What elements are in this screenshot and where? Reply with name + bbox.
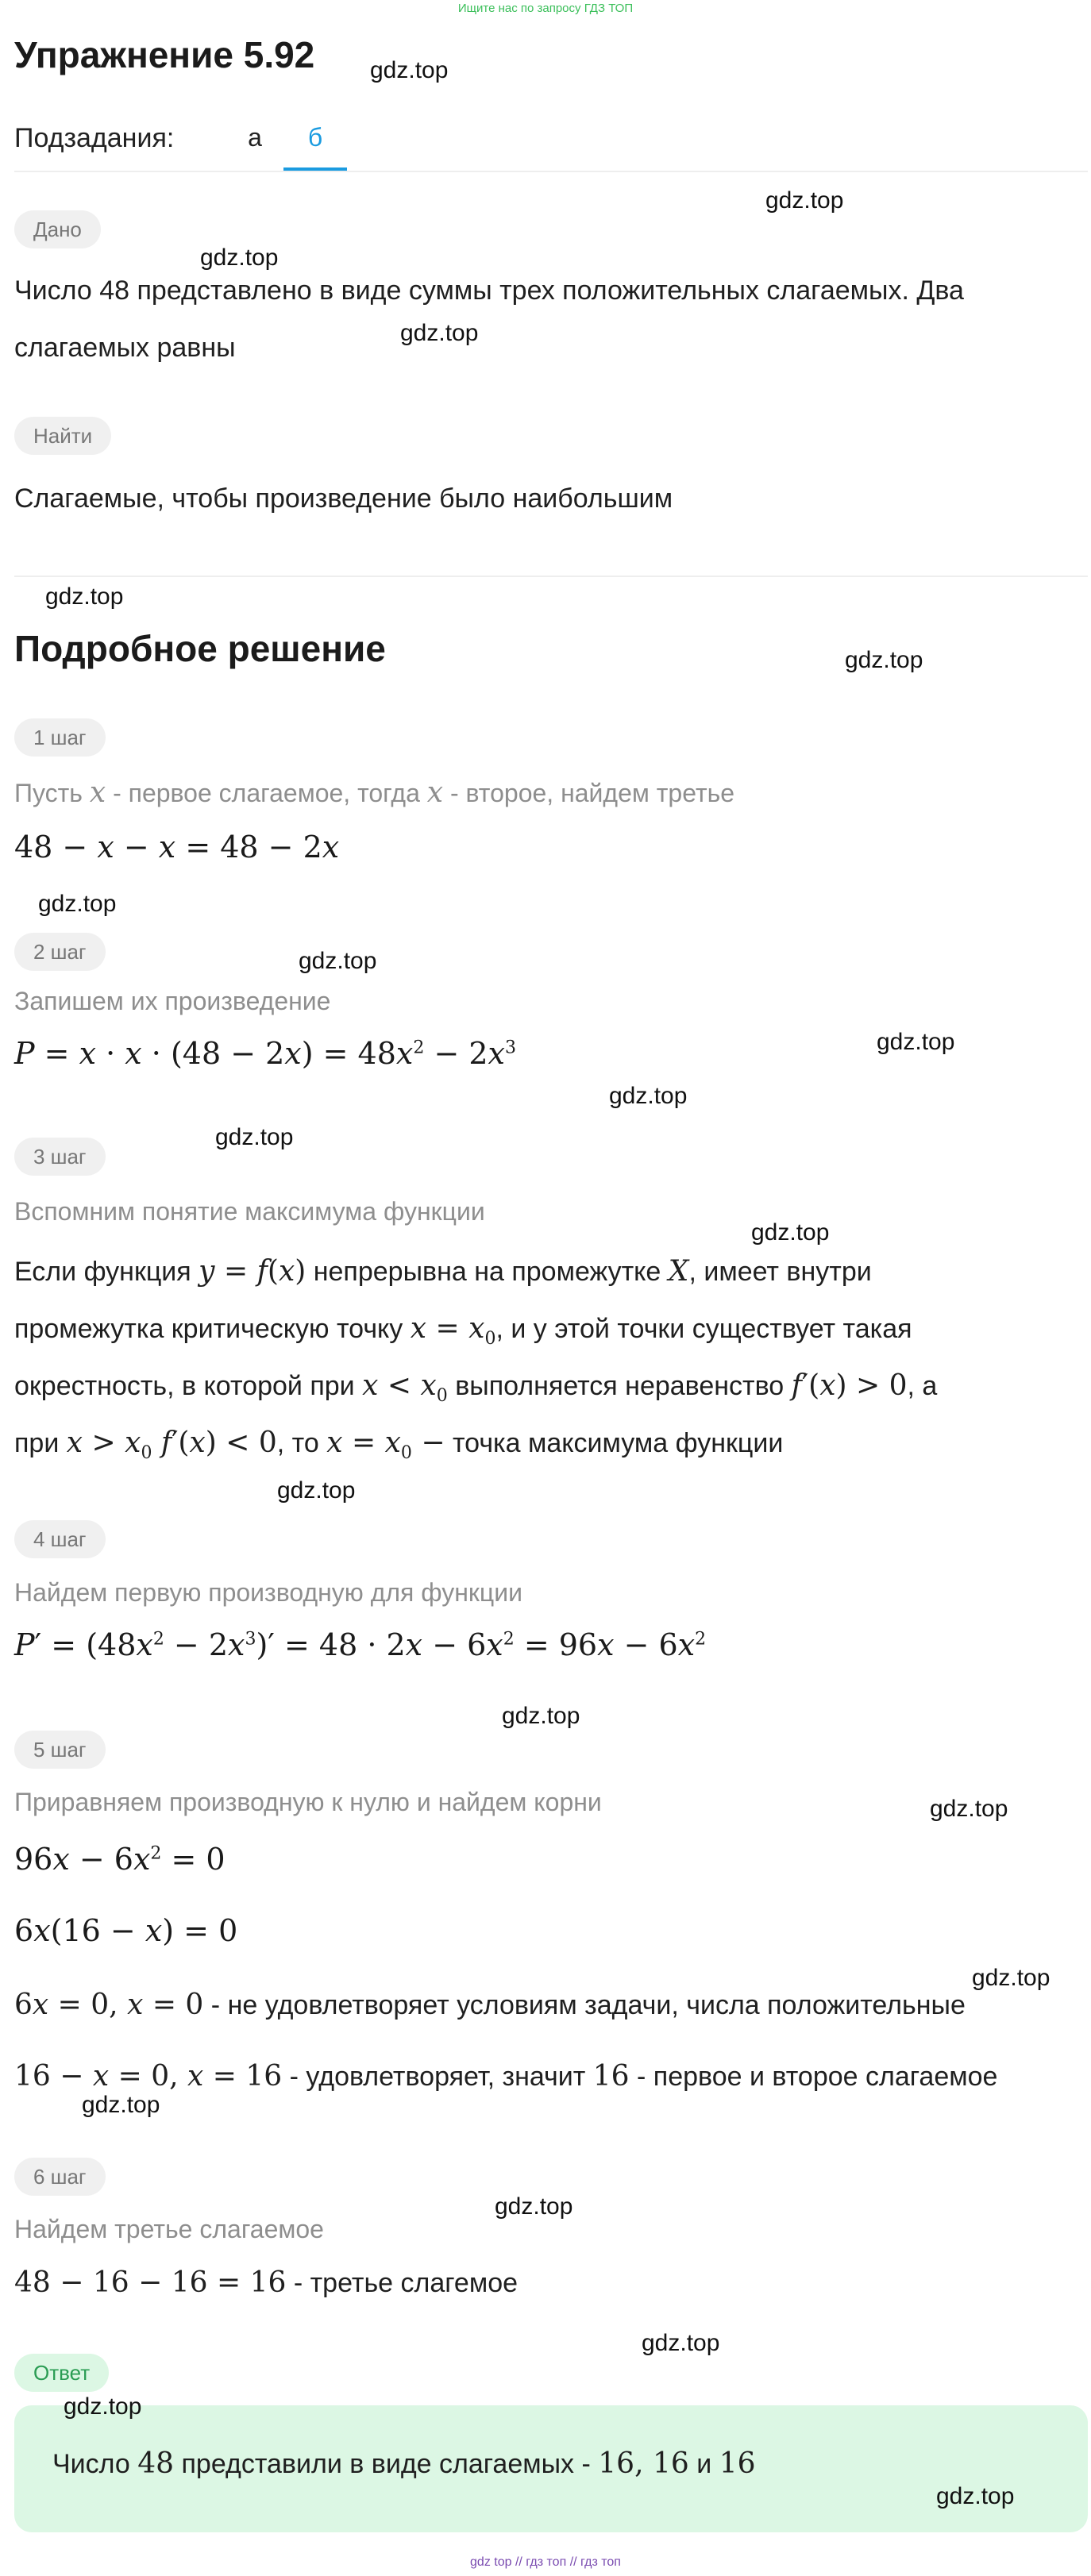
given-pill: Дано: [14, 210, 101, 248]
step-2-hint: Запишем их произведение: [14, 987, 331, 1015]
watermark: gdz.top: [845, 647, 923, 673]
find-pill: Найти: [14, 417, 111, 455]
top-banner: Ищите нас по запросу ГДЗ ТОП: [457, 2, 634, 15]
step-4-formula: $P' = (48x^2 - 2x^3)' = 48 \cdot 2x - 6x^2 = 96x - 6x^2$: [14, 1627, 707, 1662]
step-1-formula: 48 − x − x = 48 − 2x: [14, 830, 340, 864]
watermark: gdz.top: [877, 1029, 955, 1055]
watermark: gdz.top: [972, 1965, 1051, 1991]
step-1-hint: Пусть x - первое слагаемое, тогда x - второе, найдем третье: [14, 776, 735, 809]
step-3-line-3: окрестность, в которой при $x < x_0$ выполняется неравенство f′(x) > 0, а: [14, 1369, 938, 1407]
watermark: gdz.top: [765, 187, 844, 214]
watermark: gdz.top: [215, 1124, 294, 1150]
watermark: gdz.top: [64, 2393, 142, 2420]
answer-pill: Ответ: [14, 2354, 109, 2392]
watermark: gdz.top: [45, 583, 124, 610]
watermark: gdz.top: [751, 1219, 830, 1246]
step-4-hint: Найдем первую производную для функции: [14, 1578, 522, 1607]
divider: [14, 576, 1088, 577]
step-3-line-2: промежутка критическую точку $x = x_0$, и у этой точки существует такая: [14, 1312, 912, 1350]
watermark: gdz.top: [299, 948, 377, 974]
step-4-pill: 4 шаг: [14, 1520, 106, 1558]
step-3-hint: Вспомним понятие максимума функции: [14, 1197, 485, 1226]
watermark: gdz.top: [400, 320, 479, 346]
tab-b[interactable]: б: [283, 123, 347, 171]
watermark: gdz.top: [930, 1796, 1008, 1822]
watermark: gdz.top: [370, 57, 449, 83]
watermark: gdz.top: [495, 2193, 573, 2220]
step-5-hint: Приравняем производную к нулю и найдем корни: [14, 1788, 602, 1816]
step-2-formula: $P = x \cdot x \cdot (48 - 2x) = 48x^2 - 2x^3$: [14, 1036, 516, 1071]
step-5-pill: 5 шаг: [14, 1731, 106, 1769]
watermark: gdz.top: [277, 1477, 356, 1504]
step-5-line-4: 16 − x = 0, x = 16 - удовлетворяет, значит 16 - первое и второе слагаемое: [14, 2060, 998, 2093]
step-6-pill: 6 шаг: [14, 2158, 106, 2196]
watermark: gdz.top: [502, 1703, 580, 1729]
step-6-hint: Найдем третье слагаемое: [14, 2215, 324, 2243]
page-title: Упражнение 5.92: [14, 34, 315, 75]
given-line-1: Число 48 представлено в виде суммы трех положительных слагаемых. Два: [14, 275, 964, 306]
answer-text: Число 48 представили в виде слагаемых - 16, 16 и 16: [52, 2447, 756, 2480]
step-3-pill: 3 шаг: [14, 1138, 106, 1176]
step-1-pill: 1 шаг: [14, 718, 106, 757]
step-3-line-1: Если функция y = f(x) непрерывна на промежутке X, имеет внутри: [14, 1255, 872, 1288]
subtasks-bar: [14, 115, 1088, 172]
watermark: gdz.top: [936, 2483, 1015, 2509]
watermark: gdz.top: [38, 891, 117, 917]
step-5-formula-1: $96x - 6x^2 = 0$: [14, 1842, 226, 1877]
footer-links[interactable]: gdz top // гдз топ // гдз топ: [470, 2555, 621, 2569]
step-5-formula-2: 6x(16 − x) = 0: [14, 1913, 238, 1948]
watermark: gdz.top: [609, 1083, 688, 1109]
given-line-2: слагаемых равны: [14, 333, 236, 363]
find-text: Слагаемые, чтобы произведение было наибольшим: [14, 483, 673, 514]
watermark: gdz.top: [82, 2092, 160, 2118]
solution-title: Подробное решение: [14, 628, 386, 669]
answer-box: [14, 2405, 1088, 2532]
step-2-pill: 2 шаг: [14, 933, 106, 971]
subtasks-label: Подзадания:: [14, 123, 175, 153]
tab-a[interactable]: а: [248, 123, 262, 152]
step-3-line-4: при $x > x_0$ f′(x) < 0, то $x = x_0$ − точка максимума функции: [14, 1427, 784, 1464]
step-6-line: 48 − 16 − 16 = 16 - третье слагемое: [14, 2266, 519, 2299]
watermark: gdz.top: [200, 245, 279, 271]
watermark: gdz.top: [642, 2330, 720, 2356]
step-5-line-3: 6x = 0, x = 0 - не удовлетворяет условиям задачи, числа положительные: [14, 1989, 966, 2021]
